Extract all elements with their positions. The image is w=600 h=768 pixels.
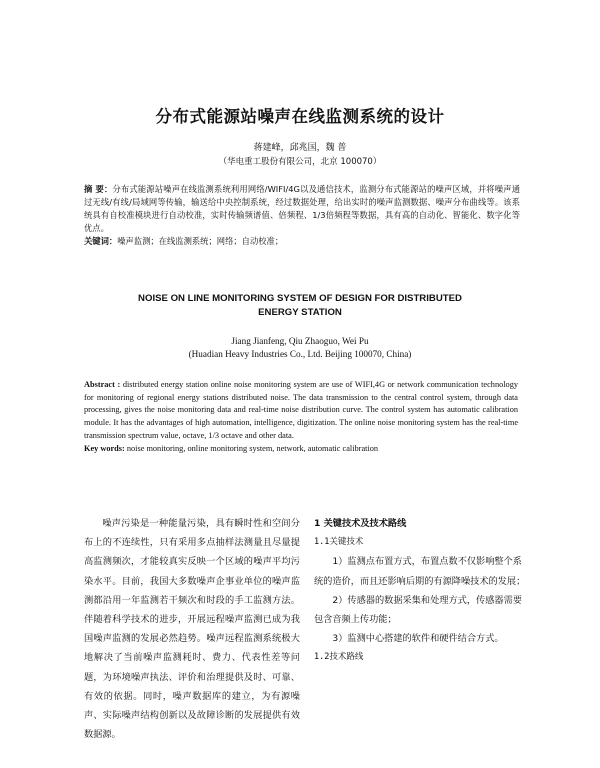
paper-title-en-line1: NOISE ON LINE MONITORING SYSTEM OF DESIGN FOR DISTRIBUTED: [138, 293, 462, 304]
section-1-2-heading: 1.2技术路线: [314, 652, 364, 663]
section-1-1-item-1: 1）监测点布置方式，布置点数不仅影响整个系统的造价，而且还影响后期的有源降噪技术的发展；: [314, 556, 526, 587]
abstract-en: [84, 379, 518, 443]
authors-cn: 蒋建峰，邱兆国，魏 普: [253, 143, 347, 153]
keywords-en-label: Key words:: [84, 443, 125, 453]
paper-title-en: [0, 292, 600, 320]
section-1-heading: 1 关键技术及技术路线: [314, 518, 407, 529]
abstract-en-block: [84, 379, 518, 455]
keywords-cn-label: 关键词：: [84, 236, 118, 246]
keywords-en-text: noise monitoring, online monitoring system, network, automatic calibration: [124, 443, 379, 453]
keywords-en: [84, 443, 518, 456]
keywords-cn: [84, 235, 520, 248]
intro-paragraph: 噪声污染是一种能量污染，具有瞬时性和空间分布上的不连续性，只有采用多点抽样法测量且尽量提高监测频次，才能较真实反映一个区域的噪声平均污染水平。目前，我国大多数噪声企事业单位的噪声监测都沿用一年监测若干频次和时段的手工监测方法。伴随着科学技术的进步，开展远程噪声监测已成为我国噪声监测的发展必然趋势。噪声远程监测系统极大地解决了当前噪声监测耗时、费力、代表性差等问题，为环境噪声执法、评价和治理提供及时、可靠、有效的依据。同时，噪声数据库的建立，为有源噪声、实际噪声结构创新以及故障诊断的发展提供有效数据源。: [84, 518, 300, 741]
paper-title-en-line2: ENERGY STATION: [258, 307, 342, 318]
affiliation-en: (Huadian Heavy Industries Co., Ltd. Beijing 100070, China): [188, 349, 412, 359]
abstract-cn-block: [84, 183, 520, 248]
abstract-cn: [84, 183, 520, 235]
keywords-cn-text: 噪声监测；在线监测系统；网络；自动校准；: [117, 236, 284, 246]
paper-title-cn: 分布式能源站噪声在线监测系统的设计: [155, 107, 445, 126]
affiliation-cn: （华电重工股份有限公司，北京 100070）: [218, 157, 382, 167]
authors-en: Jiang Jianfeng, Qiu Zhaoguo, Wei Pu: [231, 336, 369, 346]
body-column-right: [314, 514, 528, 668]
abstract-cn-label: 摘 要：: [84, 184, 113, 194]
section-1-1-item-3: 3）监测中心搭建的软件和硬件结合方式。: [332, 633, 504, 645]
abstract-en-text: distributed energy station online noise monitoring system are use of WIFI,4G or network communication technology for monitoring of regional energy stations distributed noise. The data transmission to the central control system, through data processing, gives the noise monitoring data and real-time noise distribution curve. The control system has automatic calibration module. It has the advantages of high automation, intelligence, digitization. The online noise monitoring system has the real-time transmission spectrum value, octave, 1/3 octave and other data.: [84, 380, 518, 440]
abstract-en-label: Abstract :: [84, 380, 121, 389]
section-1-1-item-2: 2）传感器的数据采集和处理方式，传感器需要包含音频上传功能；: [314, 594, 522, 626]
section-1-1-heading: 1.1关键技术: [314, 537, 364, 548]
body-column-left: [84, 514, 300, 744]
abstract-cn-text: 分布式能源站噪声在线监测系统利用网络/WIFI/4G以及通信技术，监测分布式能源站的噪声区域，并将噪声通过无线/有线/局域网等传输，输送给中央控制系统，经过数据处理，给出实时的噪声监测数据、噪声分布曲线等。该系统具有自校准模块进行自动校准，实时传输频谱值、倍频程、1/3倍频程等数据，具有高的自动化、智能化、数字化等优点。: [84, 184, 520, 233]
